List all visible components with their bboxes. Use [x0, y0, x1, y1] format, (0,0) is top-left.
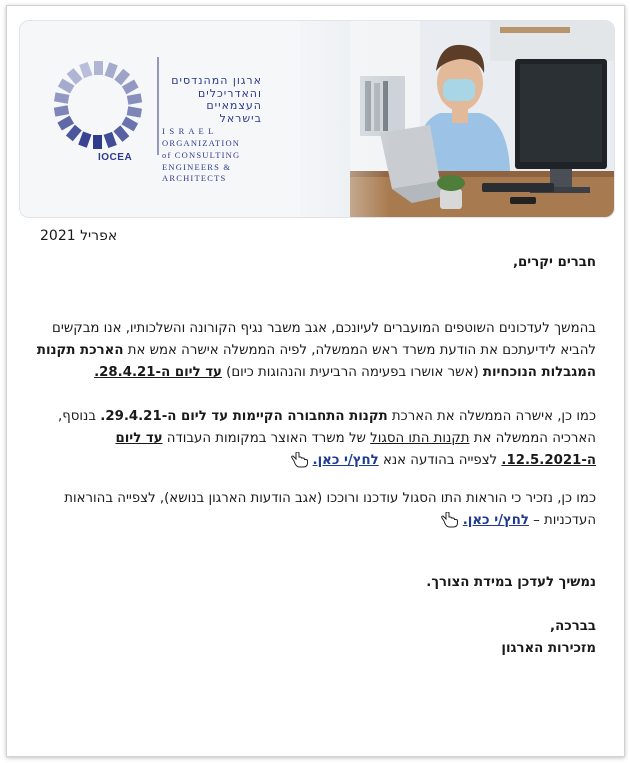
hand-pointer-icon	[291, 452, 309, 468]
paragraph-1-intro: בהמשך לעדכונים השוטפים המועברים לעיונכם, אגב משבר נגיף הקורונה והשלכותיו, אנו מבקשים להביא לידיעתכם את הודעת משרד ראש הממשלה, לפיה הממשלה אישרה אמש את	[52, 321, 596, 358]
paragraph-1-deadline: עד ליום ה-28.4.21.	[94, 365, 222, 380]
paragraph-3-text: כמו כן, נזכיר כי הוראות התו הסגול עודכנו ורוככו (אגב הודעות הארגון בנושא), לצפייה בהוראות העדכניות –	[64, 491, 596, 528]
logo-mark-text: IOCEA	[98, 152, 133, 163]
paragraph-3	[32, 488, 596, 532]
logo-english-line: ENGINEERS & ARCHITECTS	[162, 162, 232, 183]
logo-english-line: I S R A E L	[162, 126, 215, 136]
signoff: בברכה,	[550, 619, 596, 634]
paragraph-2-text: בנוסף, הארכיה הממשלה את	[58, 409, 596, 446]
logo-hebrew-line: העצמאיים	[206, 99, 262, 112]
paragraph-2-underline: תקנות התו הסגול	[370, 431, 470, 446]
paragraph-2-bold: תקנות התחבורה הקיימות עד ליום ה-29.4.21.	[100, 409, 388, 424]
logo-text	[162, 75, 262, 184]
paragraph-2-text: כמו כן, אישרה הממשלה את הארכת	[387, 409, 596, 424]
announcement-link[interactable]: לחץ/י כאן.	[312, 453, 379, 468]
logo-english-line: of CONSULTING	[162, 150, 241, 160]
signature: מזכירות הארגון	[501, 641, 596, 656]
logo-icon	[54, 61, 142, 149]
logo-hebrew-line: בישראל	[219, 111, 262, 125]
logo-hebrew-line: והאדריכלים	[197, 86, 262, 100]
closing-line: נמשיך לעדכן במידת הצורך.	[426, 575, 596, 590]
header-banner	[19, 20, 615, 218]
date-line: אפריל 2021	[40, 228, 118, 244]
paragraph-2-text: של משרד האוצר במקומות העבודה	[162, 431, 371, 446]
greeting: חברים יקרים,	[513, 255, 596, 270]
paragraph-2-deadline: עד ליום ה-12.5.2021.	[115, 431, 596, 468]
paragraph-1-bold: הארכת תקנות המגבלות הנוכחיות	[36, 343, 596, 380]
paragraph-1	[32, 318, 596, 384]
paragraph-1-middle: (אשר אושרו בפעימה הרביעית והנהוגות כיום)	[221, 365, 483, 380]
guidelines-link[interactable]: לחץ/י כאן.	[462, 513, 529, 528]
logo-english-line: ORGANIZATION	[162, 138, 241, 148]
logo-hebrew-line: ארגון המהנדסים	[171, 74, 262, 87]
paragraph-2	[32, 406, 596, 472]
banner-illustration	[20, 21, 614, 217]
message-body	[32, 252, 596, 660]
hand-pointer-icon	[441, 512, 459, 528]
paragraph-2-text: לצפייה בהודעה אנא	[378, 453, 502, 468]
